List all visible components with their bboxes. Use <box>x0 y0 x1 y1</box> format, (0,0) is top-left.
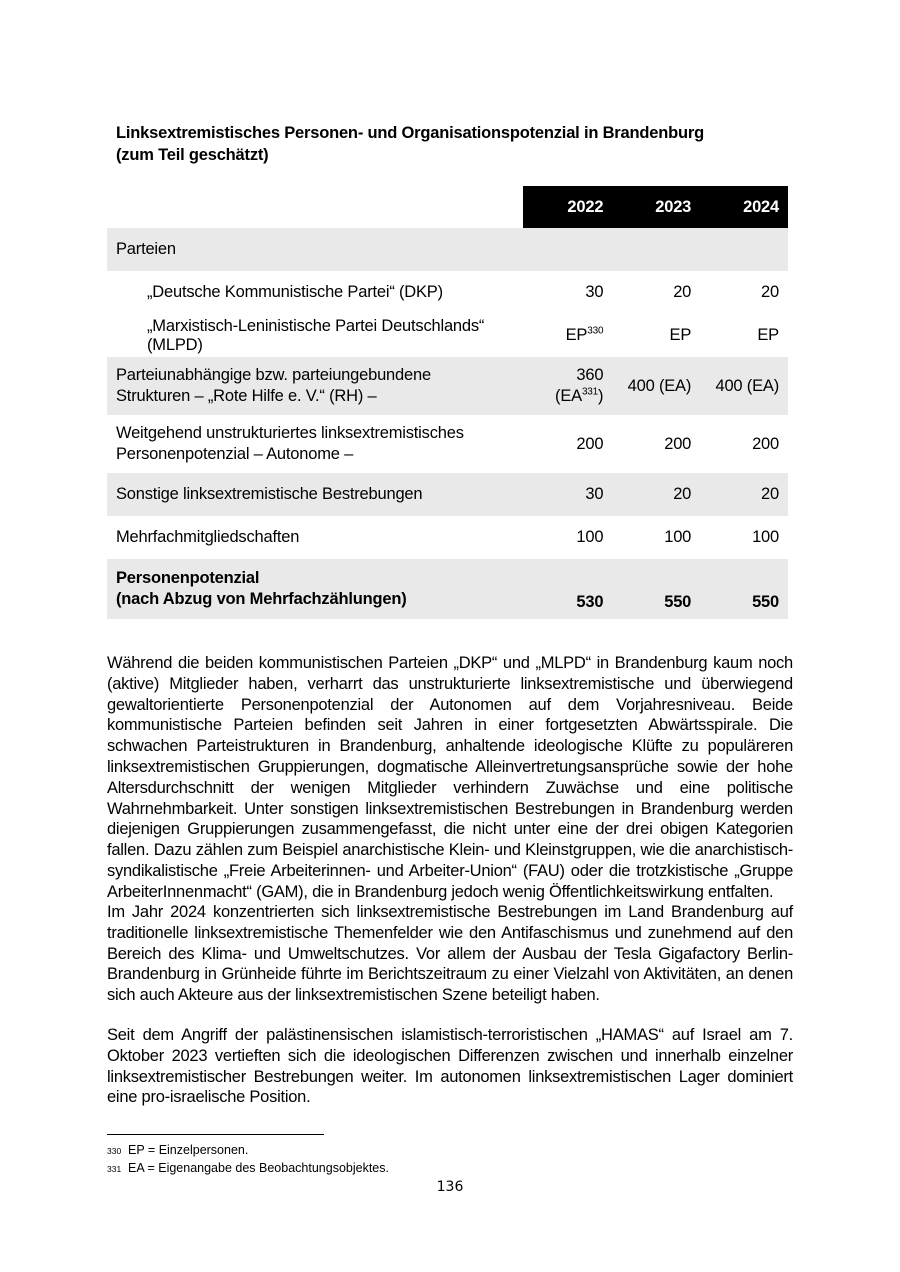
cell-2022: 30 <box>523 271 613 314</box>
table-row-rote-hilfe <box>107 357 788 415</box>
row-label: Parteiunabhängige bzw. parteiungebundene Strukturen – „Rote Hilfe e. V.“ (RH) – <box>107 357 523 415</box>
cell-2022: EP$^{330}$ <box>523 314 613 357</box>
footnote-number: 330 <box>107 1146 122 1156</box>
page-number: 136 <box>436 1179 464 1195</box>
table-heading-line1: Linksextremistisches Personen- und Organisationspotenzial in Brandenburg <box>116 124 704 142</box>
cell-2022: 30 <box>523 473 613 516</box>
footnote-330 <box>107 1142 389 1160</box>
cell-2023: 100 <box>612 516 700 559</box>
cell-2022: 100 <box>523 516 613 559</box>
table-heading-line2: (zum Teil geschätzt) <box>116 146 269 164</box>
row-label: „Marxistisch-Leninistische Partei Deutschlands“ (MLPD) <box>107 314 523 357</box>
table-row-mehrfach <box>107 516 788 559</box>
cell-2024: 20 <box>700 271 788 314</box>
year-2023-header: 2023 <box>612 186 700 228</box>
body-paragraph-1: Während die beiden kommunistischen Parteien „DKP“ und „MLPD“ in Brandenburg kaum noch (aktive) Mitglieder haben, verharrt das unstrukturierte linksextremistische und überwiegend gewaltorientierte Personenpotenzial der Autonomen auf dem Vorjahresniveau. Beide kommunistische Parteien befinden seit Jahren in einer fortgesetzten Abwärtsspirale. Die schwachen Parteistrukturen in Brandenburg, anhaltende ideologische Klüfte zu populäreren linksextremistischen Gruppierungen, dogmatische Alleinvertretungsansprüche sowie der hohe Altersdurchschnitt der wenigen Mitglieder verhindern Zuwächse und eine politische Wahrnehmbarkeit. Unter sonstigen linksextremistischen Bestrebungen in Brandenburg werden diejenigen Gruppierungen zusammengefasst, die nicht unter eine der drei obigen Kategorien fallen. Dazu zählen zum Beispiel anarchistische Klein- und Kleinstgruppen, wie die anarchistisch-syndikalistische „Freie Arbeiterinnen- und Arbeiter-Union“ (FAU) oder die trotzkistische „Gruppe ArbeiterInnenmacht“ (GAM), die in Brandenburg jedoch wenig Öffentlichkeitswirkung entfalten. <box>107 654 793 901</box>
body-paragraph-3: Seit dem Angriff der palästinensischen islamistisch-terroristischen „HAMAS“ auf Israel am 7. Oktober 2023 vertieften sich die ideologischen Differenzen zwischen und innerhalb einzelner linksextremistischer Bestrebungen weiter. Im autonomen linksextremistischen Lager dominiert eine pro-israelische Position. <box>107 1026 793 1107</box>
table-header-row <box>107 186 788 228</box>
cell-2024: 550 <box>700 559 788 619</box>
footnote-divider <box>107 1134 324 1135</box>
cell-2023: 550 <box>612 559 700 619</box>
footnotes <box>107 1142 389 1178</box>
cell-2024: 100 <box>700 516 788 559</box>
table-heading <box>116 122 796 166</box>
row-label: „Deutsche Kommunistische Partei“ (DKP) <box>107 271 523 314</box>
table-row-sonstige <box>107 473 788 516</box>
year-2022-header: 2022 <box>523 186 613 228</box>
row-label: Sonstige linksextremistische Bestrebungen <box>107 473 523 516</box>
footnote-331 <box>107 1160 389 1178</box>
table-row-mlpd <box>107 314 788 357</box>
row-label: Personenpotenzial (nach Abzug von Mehrfachzählungen) <box>107 559 523 619</box>
footnote-text: EP = Einzelpersonen. <box>128 1143 249 1157</box>
potential-table <box>107 186 788 619</box>
cell-2023: 200 <box>612 415 700 473</box>
cell-2024: 400 (EA) <box>700 357 788 415</box>
table-section-row <box>107 228 788 271</box>
table-row-dkp <box>107 271 788 314</box>
cell-2023: 400 (EA) <box>612 357 700 415</box>
cell-2023: EP <box>612 314 700 357</box>
table-row-total <box>107 559 788 619</box>
row-label: Mehrfachmitgliedschaften <box>107 516 523 559</box>
year-2024-header: 2024 <box>700 186 788 228</box>
section-label-parteien: Parteien <box>107 228 523 271</box>
table-row-autonome <box>107 415 788 473</box>
cell-2023: 20 <box>612 473 700 516</box>
cell-2024: EP <box>700 314 788 357</box>
cell-2022: 530 <box>523 559 613 619</box>
footnote-ref: 330 <box>587 325 604 337</box>
body-paragraph-2: Im Jahr 2024 konzentrierten sich linksextremistische Bestrebungen im Land Brandenburg auf traditionelle linksextremistische Themenfelder wie den Antifaschismus und zunehmend auf den Bereich des Klima- und Umweltschutzes. Vor allem der Ausbau der Tesla Gigafactory Berlin-Brandenburg in Grünheide führte im Berichtszeitraum zu einer Vielzahl von Aktivitäten, an denen sich auch Akteure aus der linksextremistischen Szene beteiligt haben. <box>107 903 793 1005</box>
footnote-number: 331 <box>107 1164 122 1174</box>
cell-2024: 20 <box>700 473 788 516</box>
cell-2023: 20 <box>612 271 700 314</box>
footnote-ref: 331 <box>581 386 599 398</box>
footnote-text: EA = Eigenangabe des Beobachtungsobjektes. <box>128 1161 389 1175</box>
cell-2022: 200 <box>523 415 613 473</box>
row-label: Weitgehend unstrukturiertes linksextremistisches Personenpotenzial – Autonome – <box>107 415 523 473</box>
cell-2022: 360 (EA$^{331}$) <box>523 357 613 415</box>
cell-2024: 200 <box>700 415 788 473</box>
